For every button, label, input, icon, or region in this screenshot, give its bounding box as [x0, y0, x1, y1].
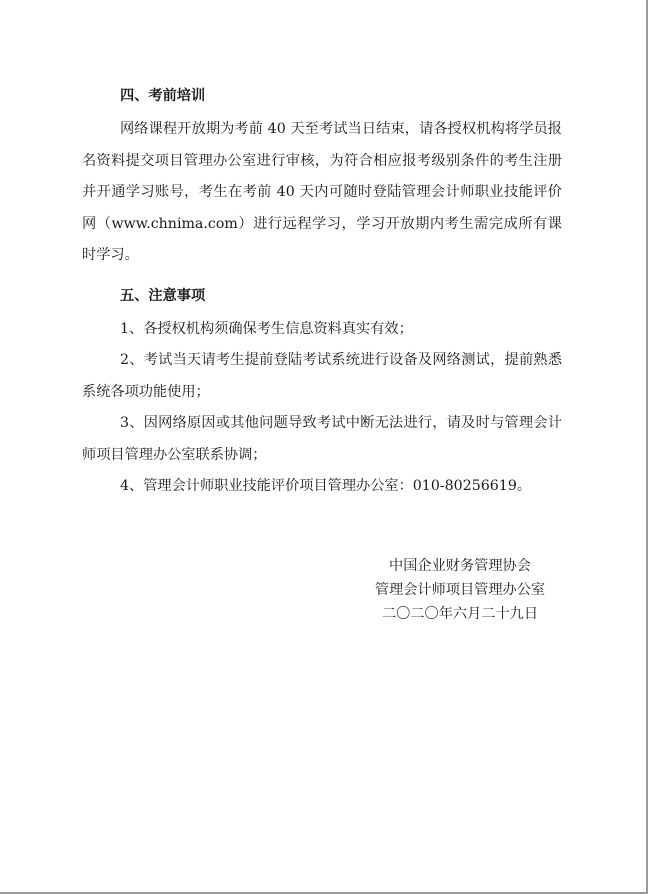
section-heading-exam-training: 四、考前培训: [120, 88, 206, 104]
document-body: [82, 84, 562, 503]
signature-date: 二〇二〇年六月二十九日: [381, 606, 539, 622]
signature-office: 管理会计师项目管理办公室: [374, 582, 546, 598]
signature-organization: 中国企业财务管理协会: [389, 558, 531, 574]
list-item: 1、各授权机构须确保考生信息资料真实有效；: [120, 320, 413, 337]
section-paragraph-exam-training: 网络课程开放期为考前 40 天至考试当日结束，请各授权机构将学员报名资料提交项目管理办公室进行审核，为符合相应报考级别条件的考生注册并开通学习账号，考生在考前 40 天内可随时登陆管理会计师职业技能评价网（www.chnima.com）进行远程学习，学习开放期内考生需完成所有课时学习。: [82, 121, 562, 263]
list-item: 4、管理会计师职业技能评价项目管理办公室：010-80256619。: [120, 478, 532, 494]
list-item: 2、考试当天请考生提前登陆考试系统进行设备及网络测试，提前熟悉系统各项功能使用；: [82, 352, 562, 400]
list-item: 3、因网络原因或其他问题导致考试中断无法进行，请及时与管理会计师项目管理办公室联系协调；: [82, 415, 562, 463]
signature-block: [360, 554, 560, 626]
section-heading-notes: 五、注意事项: [120, 287, 206, 304]
